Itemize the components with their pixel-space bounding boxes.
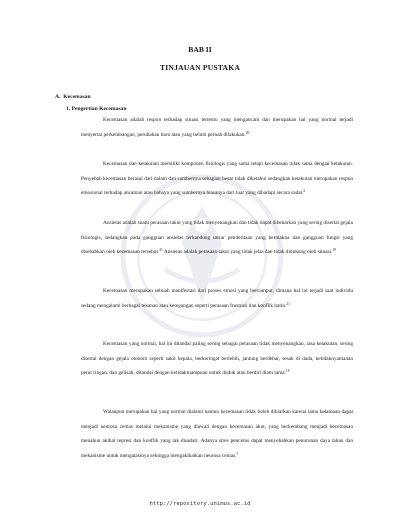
section-label: A.: [55, 94, 61, 100]
subsection-label: 1.: [66, 106, 71, 112]
subsection-title: Pengertian Kecemasan: [71, 106, 127, 112]
citation-ref: 21: [286, 301, 290, 306]
paragraph: [81, 284, 353, 313]
section-title: Kecemasan: [63, 94, 91, 100]
paragraph: [81, 113, 353, 142]
paragraph-text: Ansietas adalah suatu perasaan takut yang tidak menyenangkan dan tidak dapat dibenarkan yang sering disertai gejala fisiologis, sedangkan pada gangguan ansietas terkandung unsur penderitaan yang bermakna dan gangguan fungsi yang disebabkan oleh kecemasan tersebut.: [81, 220, 353, 256]
paragraph: [81, 405, 353, 463]
citation-ref: 5: [303, 189, 306, 194]
paragraph-text: Ansietas adalah perasaan takut yang tidak jelas dan tidak didukung oleh situasi.: [162, 249, 333, 256]
paragraph: [81, 337, 353, 381]
paragraph-text: Kecemasan yang normal, hal ini ditandai paling sering sebagai perasaan tidak menyenangkan, rasa ketakutan, sering disertai dengan gejala otonom seperti sakit kepala, berkeringat berlebih, jantung berdebar, sesak di dada, ketidaknyamanan perut ringan, dan gelisah, ditandai dengan ketidakmampuan untuk duduk atau berdiri diam lama.: [81, 341, 353, 377]
citation-ref: 21: [159, 248, 163, 253]
repository-url-footer: http://repository.unimus.ac.id: [149, 501, 251, 507]
chapter-number: BAB II: [188, 45, 212, 54]
section-heading: [55, 94, 91, 100]
chapter-title: TINJAUAN PUSTAKA: [159, 63, 241, 72]
paragraph-text: Kecemasan adalah respon terhadap situasi tertentu yang mengancam dan merupakan hal yang normal terjadi menyertai perkembangan, perubahan baru atau yang belum pernah dilakukan.: [81, 117, 353, 138]
paragraph-text: Walaupun merupakan hal yang normal dialami namun kecemasan tidak boleh dibiarkan karena lama kelamaan dapat menjadi neurosa cemas melalui mekanisme yang diawali dengan kecemasan akut, yang berkembang menjadi kecemasan menahun akibat represi dan konflik yang tak disadari. Adanya stres pencetus dapat menyebabkan penurunan daya tahan dan mekanisme untuk mengatasinya sehingga mengakibatkan neurosa cemas.: [81, 409, 353, 459]
citation-ref: 19: [332, 248, 337, 253]
paragraph-text: Kecemasan dan ketakutan memiliki komponen fisiologis yang sama tetapi kecemasan tidak sama dengan ketakutan. Penyebab kecemasan berasal dari dalam dan sumbernya sebagian besar tidak diketahui sedangkan ketakutan merupakan respon emosional terhadap ancaman atau bahaya yang sumbernya biasanya dari luar yang dihadapi secara sadar.: [81, 161, 353, 197]
citation-ref: 20: [245, 130, 250, 135]
paragraph: [81, 157, 353, 201]
citation-ref: 5: [236, 451, 239, 456]
subsection-heading: [66, 106, 126, 112]
paragraph-text: Kecemasan merupakan sebuah manifestasi dari proses emosi yang bercampur, dimana hal ini terjadi saat individu sedang mengalami berbagai tekanan atau ketegangan seperti perasaan frustrasi dan konflik batin.: [81, 288, 353, 309]
citation-ref: 19: [285, 369, 290, 374]
paragraph: [81, 216, 353, 260]
